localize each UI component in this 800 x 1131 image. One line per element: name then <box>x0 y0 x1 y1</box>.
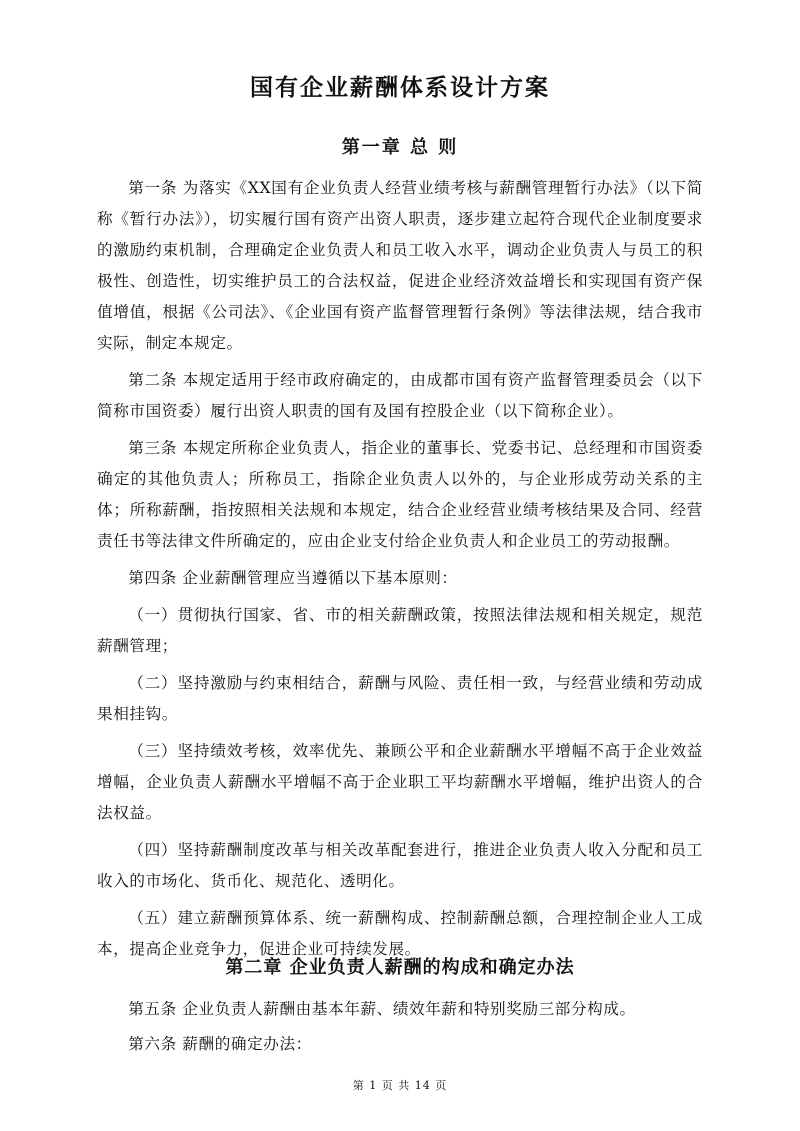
document-title: 国有企业薪酬体系设计方案 <box>250 74 550 101</box>
chapter-2-body <box>97 994 703 1064</box>
article-3: 第三条 本规定所称企业负责人，指企业的董事长、党委书记、总经理和市国资委确定的其他负责人；所称员工，指除企业负责人以外的，与企业形成劳动关系的主体；所称薪酬，指按照相关法规和本规定，结合企业经营业绩考核结果及合同、经营责任书等法律文件所确定的，应由企业支付给企业负责人和企业员工的劳动报酬。 <box>97 439 703 550</box>
article-2: 第二条 本规定适用于经市政府确定的，由成都市国有资产监督管理委员会（以下简称市国资委）履行出资人职责的国有及国有控股企业（以下简称企业）。 <box>97 371 703 420</box>
chapter-2-heading: 第二章 企业负责人薪酬的构成和确定办法 <box>225 957 575 978</box>
chapter-1-body <box>97 173 703 971</box>
principle-2: （二）坚持激励与约束相结合，薪酬与风险、责任相一致，与经营业绩和劳动成果相挂钩。 <box>97 674 703 723</box>
principle-3: （三）坚持绩效考核，效率优先、兼顾公平和企业薪酬水平增幅不高于企业效益增幅，企业负责人薪酬水平增幅不高于企业职工平均薪酬水平增幅，维护出资人的合法权益。 <box>97 742 703 822</box>
article-1: 第一条 为落实《XX国有企业负责人经营业绩考核与薪酬管理暂行办法》（以下简称《暂行办法》），切实履行国有资产出资人职责，逐步建立起符合现代企业制度要求的激励约束机制，合理确定企业负责人和员工收入水平，调动企业负责人与员工的积极性、创造性，切实维护员工的合法权益，促进企业经济效益增长和实现国有资产保值增值，根据《公司法》、《企业国有资产监督管理暂行条例》等法律法规，结合我市实际，制定本规定。 <box>97 179 703 352</box>
principle-1: （一）贯彻执行国家、省、市的相关薪酬政策，按照法律法规和相关规定，规范薪酬管理； <box>97 606 703 655</box>
page-footer: 第 1 页 共 14 页 <box>352 1079 448 1092</box>
principle-4: （四）坚持薪酬制度改革与相关改革配套进行，推进企业负责人收入分配和员工收入的市场化、货币化、规范化、透明化。 <box>97 841 703 890</box>
principle-5: （五）建立薪酬预算体系、统一薪酬构成、控制薪酬总额，合理控制企业人工成本，提高企业竞争力，促进企业可持续发展。 <box>97 909 703 958</box>
chapter-1-heading: 第一章 总 则 <box>341 137 459 158</box>
article-5: 第五条 企业负责人薪酬由基本年薪、绩效年薪和特别奖励三部分构成。 <box>128 1000 636 1018</box>
article-4: 第四条 企业薪酬管理应当遵循以下基本原则： <box>128 569 458 587</box>
article-6: 第六条 薪酬的确定办法： <box>128 1035 312 1053</box>
